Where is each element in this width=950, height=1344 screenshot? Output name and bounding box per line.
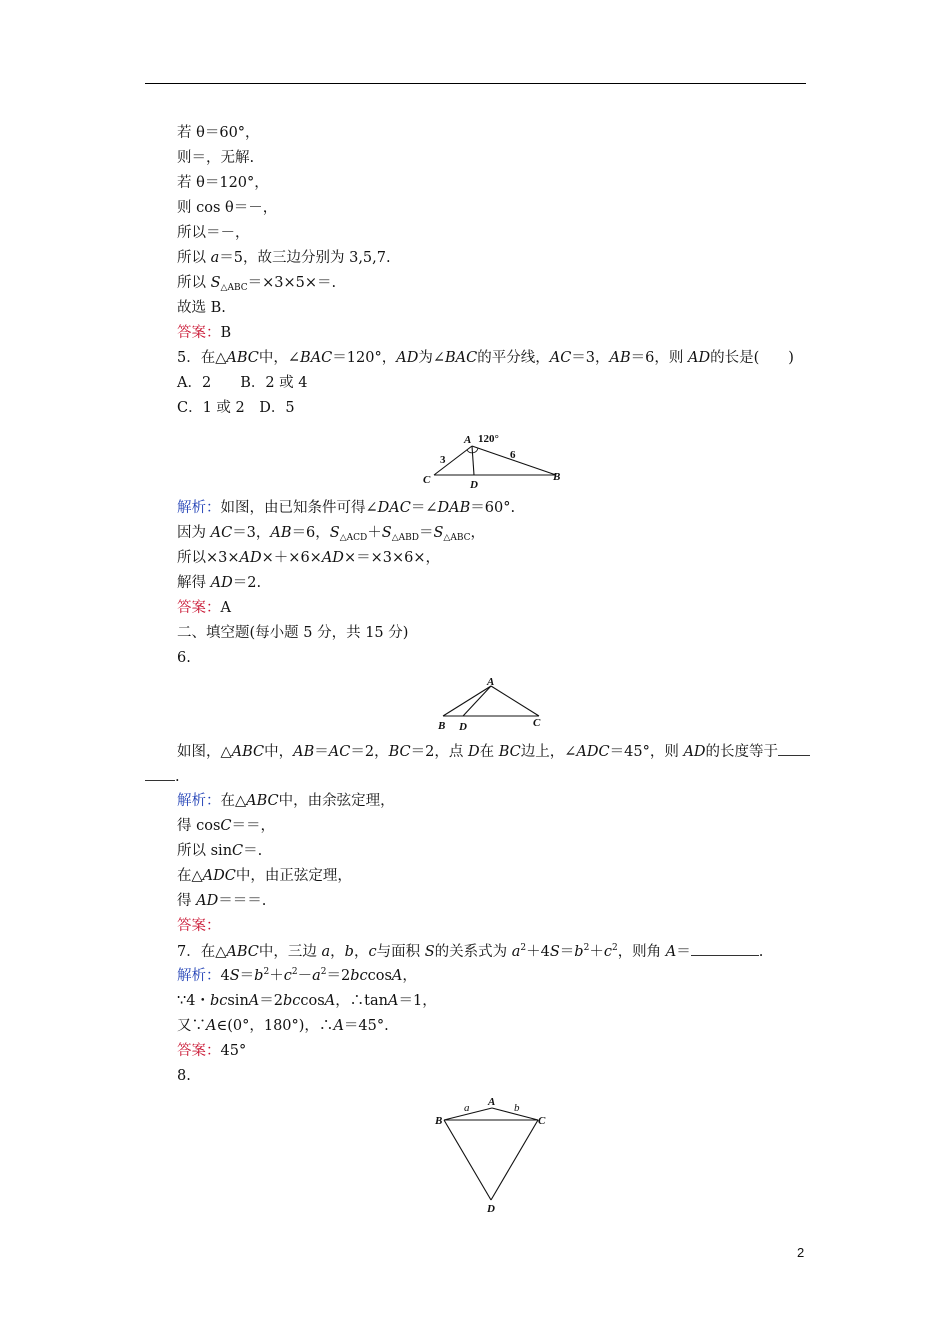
text: 的平分线， [477, 350, 550, 366]
text: ＋ [589, 944, 604, 960]
text: 中，∠ [258, 350, 301, 366]
text-line [177, 523, 485, 543]
text: sin [227, 993, 249, 1009]
analysis-label: 解析： [177, 968, 221, 984]
text: 又∵ [177, 1018, 206, 1034]
math-var: BC [498, 744, 521, 760]
label-D: D [470, 479, 478, 491]
question-5 [177, 348, 794, 368]
text: ＝120°， [332, 350, 397, 366]
text: 得 [177, 893, 197, 909]
text: ＝2， [350, 744, 389, 760]
text: ＝2. [232, 575, 262, 591]
text: 的长是( ) [710, 350, 794, 366]
text: ＝ [418, 525, 434, 541]
figure-q6 [435, 676, 555, 732]
text-line [177, 273, 336, 293]
math-var: S [549, 944, 560, 960]
text: ＝ [559, 944, 575, 960]
text-line: 所以＝－， [177, 225, 250, 241]
text: ＝6， [291, 525, 330, 541]
text: ∈(0°，180°)，∴ [216, 1018, 334, 1034]
text-line [177, 573, 261, 593]
math-var: AD [239, 550, 262, 566]
text-line: 故选 B. [177, 300, 226, 316]
text: 解得 [177, 575, 211, 591]
math-var: b [254, 968, 264, 984]
answer-value: B [220, 325, 232, 341]
text: 7．在△ [177, 944, 227, 960]
label-B: B [553, 471, 561, 483]
text: ＋4 [526, 944, 550, 960]
math-subscript: △ABC [443, 533, 471, 543]
math-var: BAC [444, 350, 478, 366]
math-var: b [574, 944, 584, 960]
analysis-label: 解析： [177, 793, 221, 809]
label-A: A [488, 1096, 496, 1108]
math-var: a [312, 968, 321, 984]
text: 中， [264, 744, 294, 760]
math-var: BC [388, 744, 411, 760]
label-A: A [487, 676, 495, 688]
answer-value: 45° [220, 1043, 247, 1059]
label-side-3: 3 [440, 454, 446, 466]
answer-line [177, 323, 231, 343]
text: 如图，△ [177, 744, 232, 760]
text: ＝ [239, 968, 255, 984]
segment-bd [444, 1120, 491, 1200]
text: ＝6，则 [630, 350, 689, 366]
text: 的长度等于 [705, 744, 779, 760]
text-line [177, 891, 266, 911]
question-6 [177, 741, 810, 762]
text-line: 则＝，无解. [177, 150, 255, 166]
text: ＝2 [259, 993, 283, 1009]
math-var: ABC [226, 944, 259, 960]
text: ＋ [367, 525, 382, 541]
text: 为∠ [418, 350, 445, 366]
text: ∵4・ [177, 993, 210, 1009]
math-superscript: 2 [320, 967, 327, 977]
text: ＝2，点 [410, 744, 468, 760]
math-var: ADC [202, 868, 236, 884]
math-var: DAB [437, 500, 471, 516]
label-D: D [487, 1203, 495, 1215]
math-var: ADC [576, 744, 610, 760]
math-var: A [388, 993, 399, 1009]
figure-q5 [420, 430, 560, 490]
text: 4 [220, 968, 230, 984]
text: ＝45°. [343, 1018, 389, 1034]
math-superscript: 2 [520, 943, 527, 953]
math-var: c [368, 944, 377, 960]
math-var: AC [210, 525, 233, 541]
text-line [177, 816, 275, 836]
label-B: B [438, 720, 446, 732]
label-side-a: a [464, 1102, 470, 1114]
math-var: BAC [300, 350, 333, 366]
math-var: AD [688, 350, 711, 366]
text: ×＝×3×6×， [343, 550, 440, 566]
text: 如图，由已知条件可得∠ [220, 500, 378, 516]
analysis-line [177, 791, 395, 811]
math-var: S [433, 525, 444, 541]
label-D: D [459, 721, 467, 733]
answer-label: 答案： [177, 325, 221, 341]
math-superscript: 2 [583, 943, 590, 953]
text: ＝45°，则 [609, 744, 684, 760]
math-var: A [324, 993, 336, 1009]
math-var: A [665, 944, 677, 960]
label-B: B [435, 1115, 443, 1127]
text: . [758, 944, 764, 960]
text-line [145, 766, 180, 787]
text-line [177, 841, 262, 861]
math-superscript: 2 [291, 967, 298, 977]
answer-blank [145, 766, 175, 781]
text: 所以 [177, 250, 211, 266]
math-var: S [229, 968, 240, 984]
math-var: S [424, 944, 435, 960]
text: 所以 sin [177, 843, 233, 859]
text: 边上，∠ [520, 744, 577, 760]
text: 5．在△ [177, 350, 227, 366]
page-number: 2 [797, 1245, 805, 1260]
text-line: 若 θ＝120°， [177, 175, 269, 191]
text-line [177, 1016, 389, 1036]
answer-blank [778, 741, 810, 756]
text: 在△ [177, 868, 203, 884]
text: 在 [479, 744, 499, 760]
text: ＝1， [398, 993, 437, 1009]
math-subscript: △ACD [339, 533, 368, 543]
text: ＝×3×5×＝. [247, 275, 337, 291]
math-var: c [283, 968, 292, 984]
math-var: c [603, 944, 612, 960]
text: ， [470, 525, 485, 541]
math-var: AB [609, 350, 631, 366]
option-line: A．2 B．2 或 4 [177, 375, 308, 391]
text: ＝2 [326, 968, 351, 984]
text: 在△ [220, 793, 247, 809]
text-line [177, 548, 440, 568]
math-subscript: △ABC [220, 283, 248, 293]
text: 得 cos [177, 818, 221, 834]
answer-label: 答案： [177, 1043, 221, 1059]
answer-label: 答案： [177, 918, 221, 934]
math-superscript: 2 [611, 943, 618, 953]
text: ＝3， [232, 525, 271, 541]
text: ，∴tan [335, 993, 388, 1009]
text: 中，三边 [258, 944, 322, 960]
label-angle: 120° [478, 433, 499, 445]
math-var: C [220, 818, 232, 834]
text: ＝＝， [231, 818, 276, 834]
label-C: C [538, 1115, 546, 1127]
math-subscript: △ABD [391, 533, 419, 543]
text: ， [402, 968, 417, 984]
math-var: bc [350, 968, 368, 984]
text: ＝＝＝. [218, 893, 267, 909]
text: cos [300, 993, 325, 1009]
math-var: AD [321, 550, 344, 566]
label-side-6: 6 [510, 449, 516, 461]
math-var: S [329, 525, 340, 541]
math-var: S [210, 275, 221, 291]
text: 中，由余弦定理， [278, 793, 395, 809]
analysis-line [177, 498, 515, 518]
text: ＝60°. [470, 500, 516, 516]
math-var: bc [283, 993, 301, 1009]
text-line: 则 cos θ＝－， [177, 200, 278, 216]
text: 中，由正弦定理， [235, 868, 352, 884]
math-var: AD [196, 893, 219, 909]
math-var: AD [396, 350, 419, 366]
text: ＝ [676, 944, 691, 960]
figure-q8 [432, 1094, 562, 1219]
label-C: C [423, 474, 431, 486]
math-var: AD [210, 575, 233, 591]
answer-line [177, 916, 221, 936]
math-superscript: 2 [263, 967, 270, 977]
math-var: bc [209, 993, 228, 1009]
text: ， [330, 944, 345, 960]
math-var: AB [293, 744, 315, 760]
answer-label: 答案： [177, 600, 221, 616]
math-var: ABC [246, 793, 279, 809]
math-var: A [391, 968, 403, 984]
analysis-label: 解析： [177, 500, 221, 516]
segment-ac [491, 686, 539, 716]
text: ＝∠ [410, 500, 438, 516]
math-var: C [232, 843, 244, 859]
text: 与面积 [376, 944, 425, 960]
math-var: ABC [226, 350, 259, 366]
math-var: AC [549, 350, 572, 366]
text: ＝. [243, 843, 263, 859]
text: 因为 [177, 525, 211, 541]
text: ＋ [269, 968, 284, 984]
option-line: C．1 或 2 D．5 [177, 400, 295, 416]
text: ，则角 [617, 944, 666, 960]
text: 所以×3× [177, 550, 240, 566]
math-var: DAC [377, 500, 411, 516]
label-A: A [464, 434, 472, 446]
math-var: ABC [231, 744, 265, 760]
text: ＝5，故三边分别为 3,5,7. [219, 250, 391, 266]
math-var: b [344, 944, 354, 960]
answer-line [177, 1041, 246, 1061]
text: ×＋×6× [261, 550, 322, 566]
text-line [177, 991, 437, 1011]
text-line: 若 θ＝60°， [177, 125, 260, 141]
text: 的关系式为 [434, 944, 512, 960]
text: ， [353, 944, 369, 960]
math-var: A [333, 1018, 344, 1034]
math-var: A [248, 993, 260, 1009]
math-var: S [381, 525, 392, 541]
math-var: AC [328, 744, 351, 760]
answer-line [177, 598, 231, 618]
answer-blank [691, 941, 759, 956]
question-number: 8. [177, 1068, 191, 1084]
text: . [175, 769, 180, 785]
text-line [177, 866, 352, 886]
math-var: AD [683, 744, 706, 760]
label-C: C [533, 717, 541, 729]
header-rule [145, 83, 806, 84]
question-number: 6. [177, 650, 191, 666]
answer-value: A [220, 600, 231, 616]
label-side-b: b [514, 1102, 520, 1114]
math-var: a [511, 944, 521, 960]
text: cos [367, 968, 392, 984]
segment-ad [472, 446, 474, 475]
math-var: A [206, 1018, 217, 1034]
question-7 [177, 941, 763, 962]
text: ＝3， [571, 350, 610, 366]
math-var: a [321, 944, 331, 960]
analysis-line [177, 966, 417, 986]
text-line [177, 248, 391, 268]
text: － [297, 968, 313, 984]
math-var: a [210, 250, 220, 266]
text: 所以 [177, 275, 211, 291]
text: ＝ [314, 744, 329, 760]
segment-cd [491, 1120, 538, 1200]
section-heading: 二、填空题(每小题 5 分，共 15 分) [177, 625, 409, 641]
math-var: AB [270, 525, 292, 541]
math-var: D [467, 744, 480, 760]
